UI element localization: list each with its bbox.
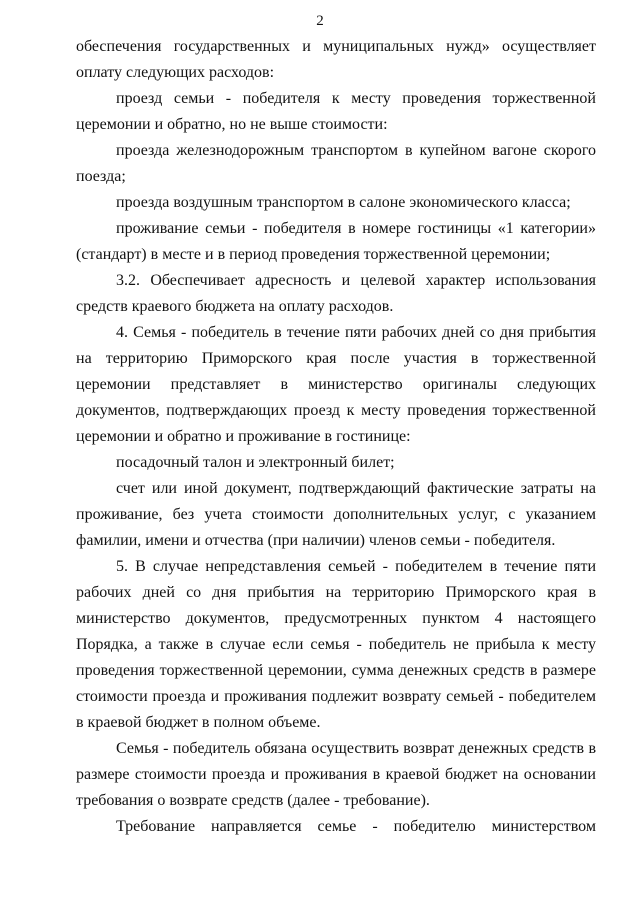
paragraph-11: Семья - победитель обязана осуществить возврат денежных средств в размере стоимости проезда и проживания в краевой бюджет на основании требования о возврате средств (далее - требование). (76, 740, 596, 809)
paragraph-2: проезд семьи - победителя к месту проведения торжественной церемонии и обратно, но не выше стоимости: (76, 90, 596, 133)
paragraph-9: счет или иной документ, подтверждающий фактические затраты на проживание, без учета стоимости дополнительных услуг, с указанием фамилии, имени и отчества (при наличии) членов семьи - победителя. (76, 480, 596, 549)
paragraph-4: проезда воздушным транспортом в салоне экономического класса; (116, 194, 571, 211)
paragraph-5: проживание семьи - победителя в номере гостиницы «1 категории» (стандарт) в месте и в период проведения торжественной церемонии; (76, 220, 596, 263)
paragraph-6: 3.2. Обеспечивает адресность и целевой характер использования средств краевого бюджета на оплату расходов. (76, 272, 596, 315)
document-body (76, 34, 596, 840)
paragraph-10: 5. В случае непредставления семьей - победителем в течение пяти рабочих дней со дня прибытия на территорию Приморского края в министерство документов, предусмотренных пунктом 4 настоящего Порядка, а также в случае если семья - победитель не прибыла к месту проведения торжественной церемонии, сумма денежных средств в размере стоимости проезда и проживания подлежит возврату семьей - победителем в краевой бюджет в полном объеме. (76, 558, 596, 731)
paragraph-1: обеспечения государственных и муниципальных нужд» осуществляет оплату следующих расходов: (76, 38, 596, 81)
page-number: 2 (316, 13, 324, 29)
paragraph-7: 4. Семья - победитель в течение пяти рабочих дней со дня прибытия на территорию Приморского края после участия в торжественной церемонии представляет в министерство оригиналы следующих документов, подтверждающих проезд к месту проведения торжественной церемонии и обратно и проживание в гостинице: (76, 324, 596, 445)
paragraph-3: проезда железнодорожным транспортом в купейном вагоне скорого поезда; (76, 142, 596, 185)
paragraph-12: Требование направляется семье - победителю министерством (116, 818, 596, 835)
paragraph-8: посадочный талон и электронный билет; (116, 454, 395, 471)
